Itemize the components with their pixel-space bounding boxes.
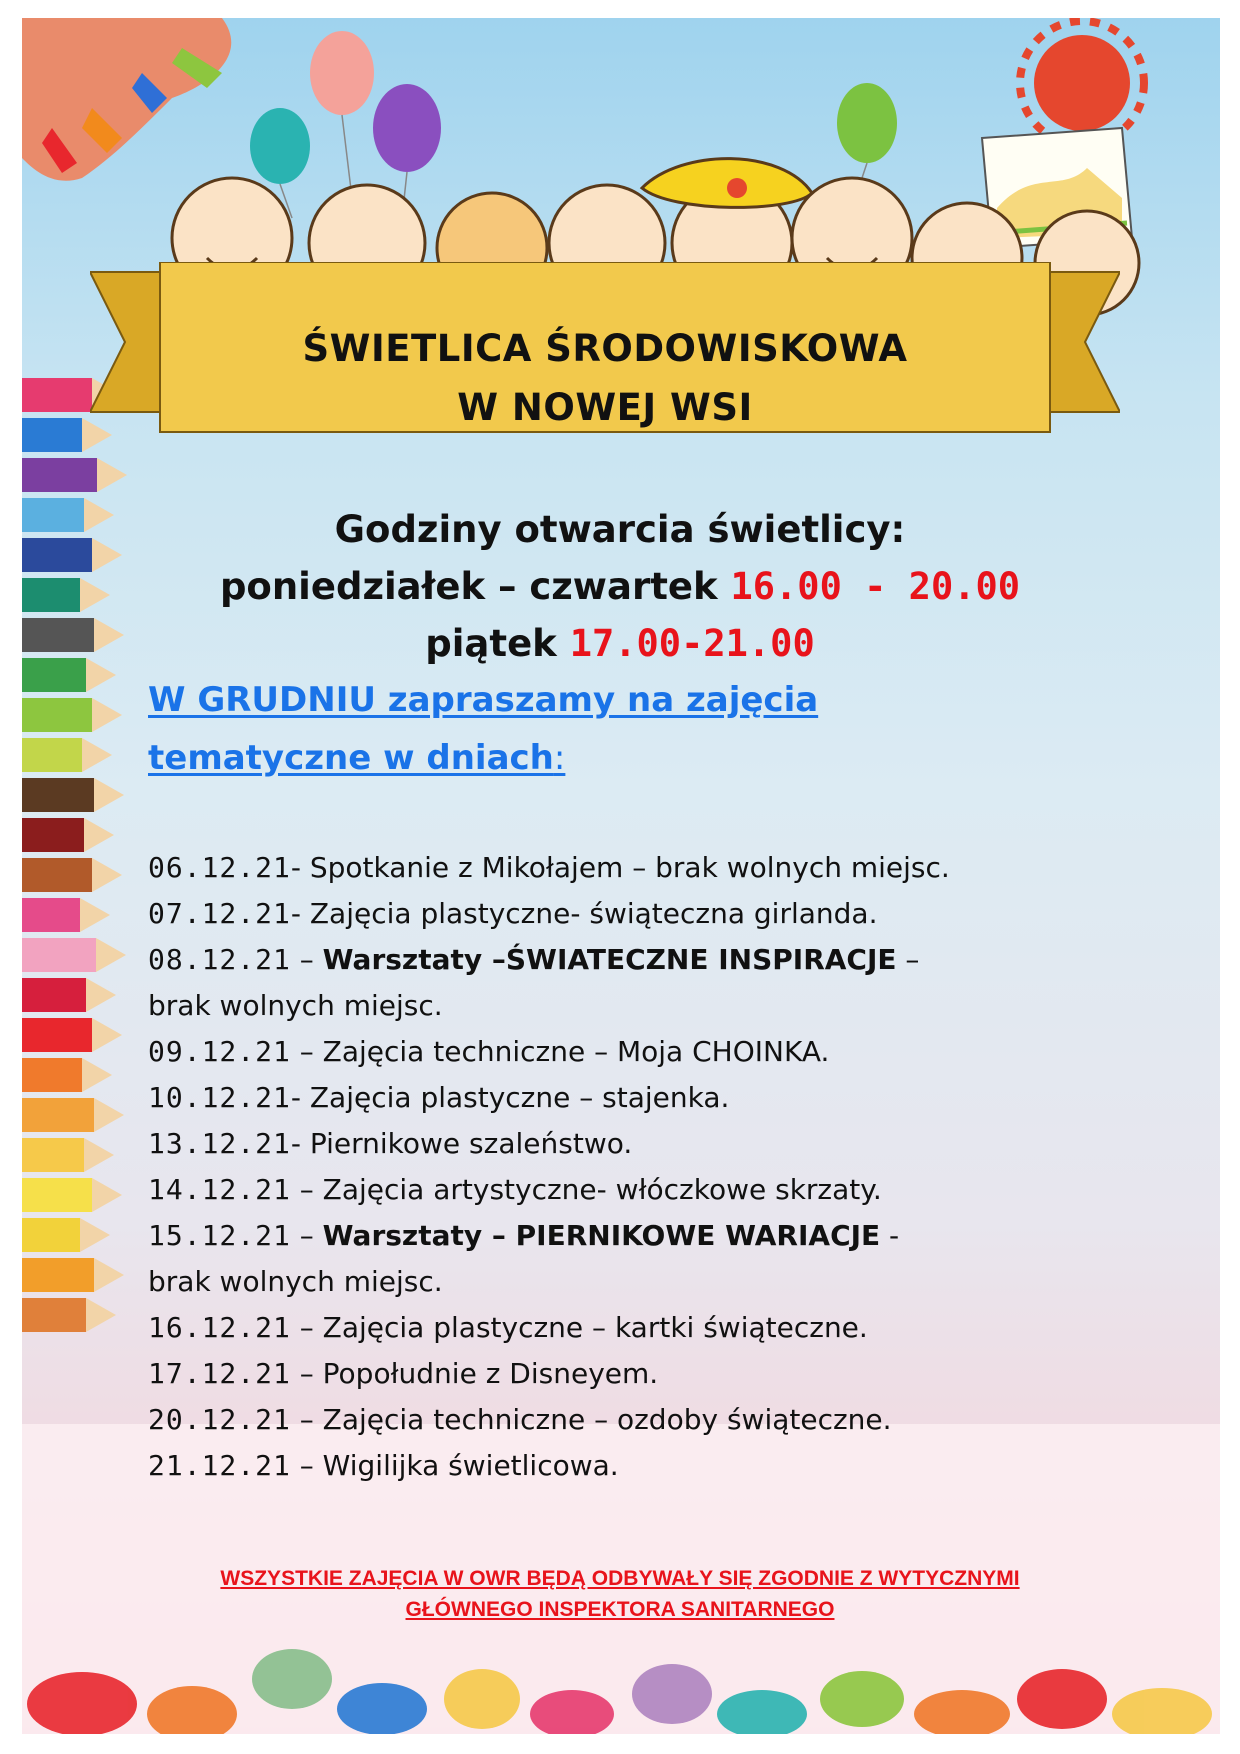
- schedule-text: – Popołudnie z Disneyem.: [290, 1357, 659, 1390]
- schedule-date: 17.12.21: [148, 1357, 291, 1390]
- schedule-text: –: [896, 943, 920, 976]
- schedule-text: – Zajęcia techniczne – ozdoby świąteczne.: [290, 1403, 892, 1436]
- schedule-text: – Zajęcia techniczne – Moja CHOINKA.: [290, 1035, 830, 1068]
- schedule-text: – Wigilijka świetlicowa.: [290, 1449, 619, 1482]
- schedule-item: [148, 1075, 1108, 1121]
- schedule-date: 08.12.21: [148, 943, 291, 976]
- schedule-item: [148, 845, 1108, 891]
- schedule-text: –: [290, 943, 323, 976]
- schedule-item: [148, 1351, 1108, 1397]
- schedule-item: [148, 937, 1108, 983]
- schedule-text: brak wolnych miejsc.: [148, 989, 443, 1022]
- sun-icon: [1020, 21, 1144, 145]
- invite-line-1: W GRUDNIU zapraszamy na zajęcia: [148, 680, 819, 720]
- schedule-list: [148, 845, 1108, 1489]
- schedule-date: 13.12.21: [148, 1127, 291, 1160]
- hours-friday: [100, 622, 1140, 665]
- schedule-date: 16.12.21: [148, 1311, 291, 1344]
- schedule-item: [148, 1029, 1108, 1075]
- schedule-text: -: [880, 1219, 900, 1252]
- invite-colon: :: [553, 738, 566, 778]
- friday-time: 17.00-21.00: [569, 622, 815, 665]
- schedule-date: 10.12.21: [148, 1081, 291, 1114]
- schedule-text: - Piernikowe szaleństwo.: [290, 1127, 633, 1160]
- schedule-text: - Spotkanie z Mikołajem – brak wolnych miejsc.: [290, 851, 950, 884]
- invite-line-2: [148, 738, 1048, 778]
- schedule-date: 14.12.21: [148, 1173, 291, 1206]
- hours-heading: Godziny otwarcia świetlicy:: [334, 508, 906, 551]
- schedule-text: – Zajęcia plastyczne – kartki świąteczne.: [290, 1311, 868, 1344]
- schedule-date: 20.12.21: [148, 1403, 291, 1436]
- schedule-text: Warsztaty – PIERNIKOWE WARIACJE: [322, 1219, 881, 1252]
- schedule-item: [148, 1443, 1108, 1489]
- painted-hand-icon: [22, 18, 231, 181]
- schedule-date: 06.12.21: [148, 851, 291, 884]
- friday-label: piątek: [425, 622, 557, 665]
- schedule-text: - Zajęcia plastyczne – stajenka.: [290, 1081, 730, 1114]
- schedule-item: [148, 1213, 1108, 1259]
- schedule-item: [148, 1397, 1108, 1443]
- hours-weekdays: [100, 565, 1140, 608]
- schedule-item: [148, 1121, 1108, 1167]
- schedule-text: – Zajęcia artystyczne- włóczkowe skrzaty.: [290, 1173, 882, 1206]
- page-title-line-2: W NOWEJ WSI: [457, 386, 753, 429]
- schedule-text: brak wolnych miejsc.: [148, 1265, 443, 1298]
- schedule-item: [148, 1259, 1108, 1305]
- weekdays-label: poniedziałek – czwartek: [219, 565, 718, 608]
- schedule-text: Warsztaty –ŚWIATECZNE INSPIRACJE: [322, 943, 897, 976]
- notice-line-2: GŁÓWNEGO INSPEKTORA SANITARNEGO: [405, 1598, 835, 1621]
- notice-line-1: WSZYSTKIE ZAJĘCIA W OWR BĘDĄ ODBYWAŁY SIĘ ZGODNIE Z WYTYCZNYMI: [220, 1567, 1020, 1590]
- schedule-date: 07.12.21: [148, 897, 291, 930]
- schedule-text: - Zajęcia plastyczne- świąteczna girlanda.: [290, 897, 878, 930]
- schedule-item: [148, 1167, 1108, 1213]
- page-title-line-1: ŚWIETLICA ŚRODOWISKOWA: [302, 327, 908, 370]
- weekdays-time: 16.00 - 20.00: [730, 565, 1021, 608]
- schedule-date: 21.12.21: [148, 1449, 291, 1482]
- schedule-item: [148, 1305, 1108, 1351]
- schedule-date: 15.12.21: [148, 1219, 291, 1252]
- schedule-text: –: [290, 1219, 323, 1252]
- schedule-item: [148, 891, 1108, 937]
- colored-pencil-icon: [22, 378, 142, 1578]
- schedule-item: [148, 983, 1108, 1029]
- invite-line-2-text: tematyczne w dniach: [148, 738, 554, 778]
- schedule-date: 09.12.21: [148, 1035, 291, 1068]
